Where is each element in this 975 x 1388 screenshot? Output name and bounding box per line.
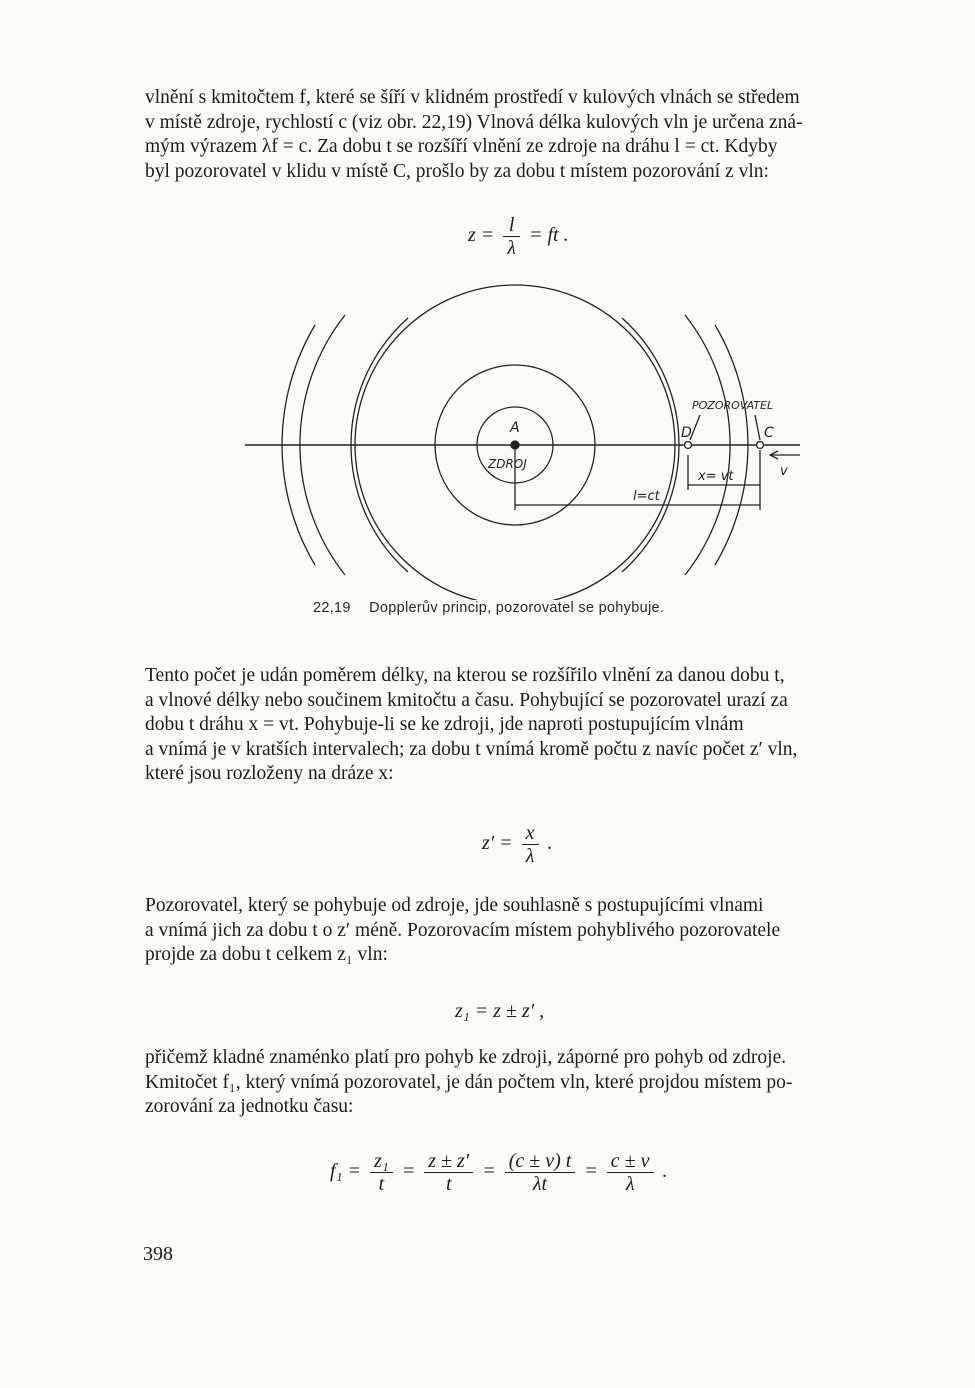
text-line: přičemž kladné znaménko platí pro pohyb ke zdroji, záporné pro pohyb od zdroje. bbox=[145, 1047, 787, 1068]
eq-numerator: c ± v bbox=[607, 1150, 654, 1173]
eq-fraction bbox=[607, 1150, 654, 1195]
eq-numerator: (c ± v) t bbox=[505, 1150, 576, 1173]
eq-text: z₁ = z ± z′ , bbox=[455, 1000, 545, 1022]
eq-fraction bbox=[370, 1150, 393, 1195]
eq-numerator: z ± z′ bbox=[424, 1150, 473, 1173]
doppler-figure bbox=[0, 0, 975, 600]
label-d: D bbox=[681, 425, 692, 441]
eq-rhs: . bbox=[547, 832, 553, 855]
text-line: vlnění s kmitočtem f, které se šíří v klidném prostředí v kulových vlnách se středem bbox=[145, 87, 800, 108]
text-line: a vnímá je v kratších intervalech; za dobu t vnímá kromě počtu z navíc počet z′ vln, bbox=[145, 738, 798, 760]
text-line: projde za dobu t celkem z₁ vln: bbox=[145, 944, 388, 965]
label-source: ZDROJ bbox=[488, 457, 527, 471]
text-line: Tento počet je udán poměrem délky, na kterou se rozšířilo vlnění za danou dobu t, bbox=[145, 665, 785, 686]
label-a: A bbox=[510, 420, 520, 436]
label-observer: POZOROVATEL bbox=[692, 399, 774, 412]
eq-numerator: z₁ bbox=[370, 1150, 393, 1173]
text-line: Kmitočet f₁, který vnímá pozorovatel, je dán počtem vln, které projdou místem po- bbox=[145, 1071, 793, 1093]
text-line: mým výrazem λf = c. Za dobu t se rozšíří vlnění ze zdroje na dráhu l = ct. Kdyby bbox=[145, 136, 778, 157]
label-l-ct: l=ct bbox=[633, 489, 660, 504]
label-x-vt: x= vt bbox=[698, 469, 734, 484]
eq-denominator: t bbox=[378, 1173, 385, 1195]
source-dot bbox=[511, 441, 519, 449]
text-line: dobu t dráhu x = vt. Pohybuje-li se ke zdroji, jde naproti postupujícím vlnám bbox=[145, 714, 744, 735]
equation-extra-waves bbox=[482, 822, 553, 867]
eq-lhs: z′ = bbox=[482, 832, 513, 855]
eq-rhs: = ft . bbox=[528, 224, 569, 247]
eq-fraction bbox=[505, 1150, 576, 1195]
eq-denominator: λ bbox=[525, 845, 535, 867]
text-line: byl pozorovatel v klidu v místě C, prošlo by za dobu t místem pozorování z vln: bbox=[145, 160, 769, 182]
page-number: 398 bbox=[143, 1243, 173, 1265]
eq-lhs: z = bbox=[468, 224, 495, 247]
eq-equals: = bbox=[584, 1160, 598, 1183]
point-c-marker bbox=[757, 442, 764, 449]
eq-fraction bbox=[424, 1150, 473, 1195]
eq-numerator: x bbox=[522, 822, 539, 845]
paragraph-3 bbox=[145, 894, 905, 968]
eq-denominator: t bbox=[445, 1173, 452, 1195]
eq-equals: = bbox=[482, 1160, 496, 1183]
equation-total-waves bbox=[455, 1000, 544, 1023]
caption-text: Dopplerův princip, pozorovatel se pohybuje. bbox=[369, 600, 665, 616]
text-line: které jsou rozloženy na dráze x: bbox=[145, 763, 394, 784]
label-c: C bbox=[764, 425, 774, 441]
equation-frequency bbox=[330, 1150, 668, 1195]
eq-denominator: λ bbox=[507, 237, 516, 259]
eq-denominator: λ bbox=[625, 1173, 635, 1195]
caption-number: 22,19 bbox=[313, 600, 351, 616]
text-line: a vlnové délky nebo součinem kmitočtu a času. Pohybující se pozorovatel urazí za bbox=[145, 689, 788, 711]
paragraph-2 bbox=[145, 664, 905, 787]
eq-fraction bbox=[522, 822, 539, 867]
observer-line bbox=[755, 415, 760, 440]
paragraph-4 bbox=[145, 1046, 905, 1120]
eq-numerator: l bbox=[503, 214, 520, 237]
eq-lhs: f₁ = bbox=[330, 1160, 362, 1183]
eq-end: . bbox=[662, 1160, 668, 1183]
text-line: a vnímá jich za dobu t o z′ méně. Pozorovacím místem pohyblivého pozorovatele bbox=[145, 919, 781, 941]
figure-caption bbox=[313, 600, 664, 616]
point-d-marker bbox=[685, 442, 692, 449]
text-line: Pozorovatel, který se pohybuje od zdroje, jde souhlasně s postupujícími vlnami bbox=[145, 895, 764, 916]
eq-denominator: λt bbox=[532, 1173, 548, 1195]
eq-equals: = bbox=[401, 1160, 416, 1183]
text-line: v místě zdroje, rychlostí c (viz obr. 22,19) Vlnová délka kulových vln je určena zná- bbox=[145, 111, 803, 133]
label-v: v bbox=[780, 464, 788, 479]
text-line: zorování za jednotku času: bbox=[145, 1096, 354, 1117]
